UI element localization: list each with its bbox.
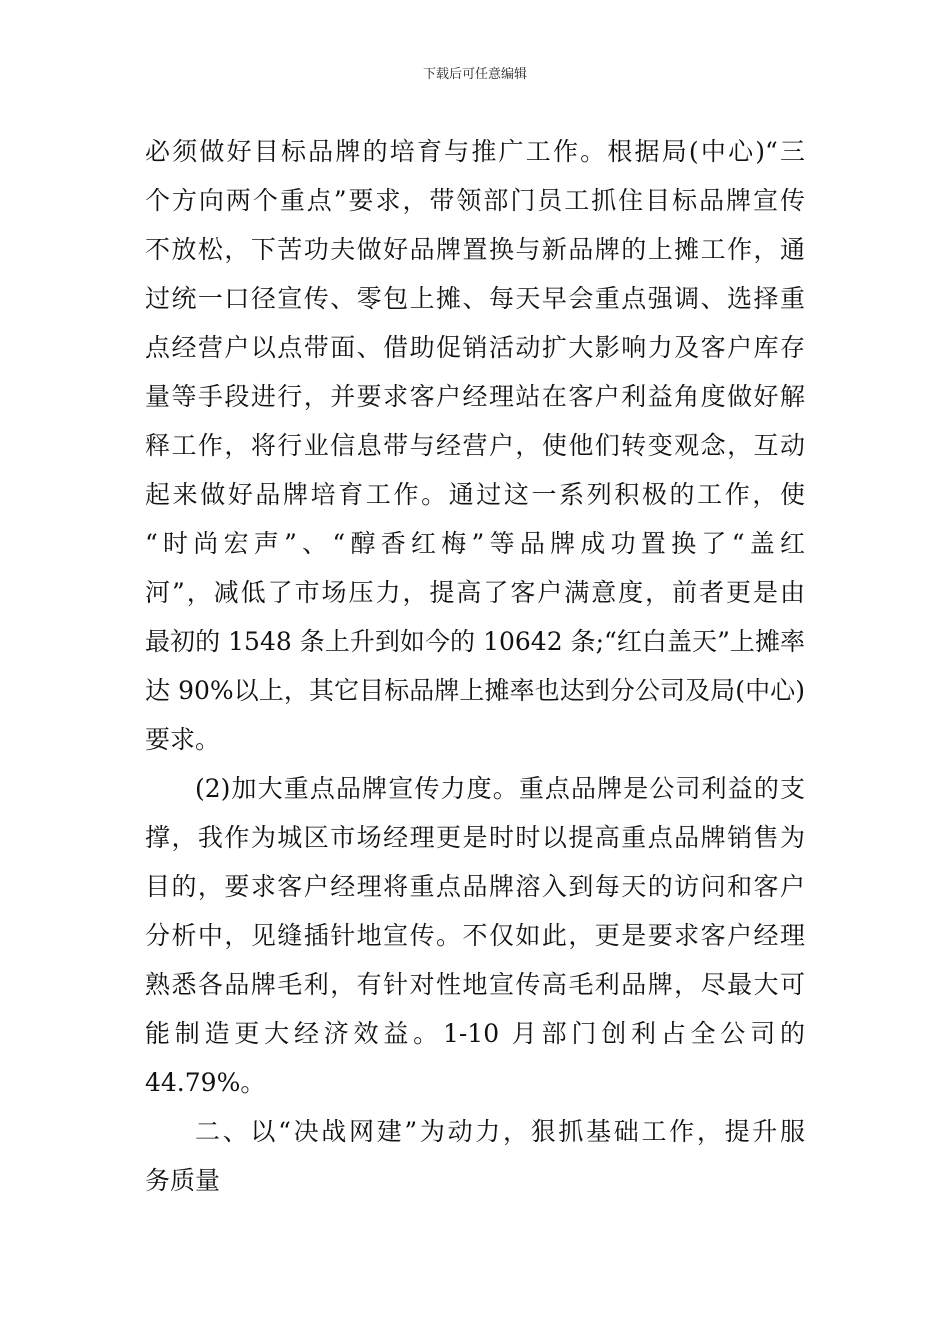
paragraph-start-line: (2)加大重点品牌宣传力度。重点品牌是公司利益的支 <box>195 774 805 803</box>
text-line: 目的，要求客户经理将重点品牌溶入到每天的访问和客户 <box>145 872 805 901</box>
text-line: 过统一口径宣传、零包上摊、每天早会重点强调、选择重 <box>145 284 805 313</box>
text-line: 熟悉各品牌毛利，有针对性地宣传高毛利品牌，尽最大可 <box>145 970 805 999</box>
text-line: 量等手段进行，并要求客户经理站在客户利益角度做好解 <box>145 382 805 411</box>
text-line: 释工作，将行业信息带与经营户，使他们转变观念，互动 <box>145 431 805 460</box>
text-line: 能制造更大经济效益。1-10 月部门创利占全公司的 <box>145 1019 805 1048</box>
text-line: 要求。 <box>145 725 221 754</box>
text-line: 44.79%。 <box>145 1068 266 1097</box>
section-heading-line: 二、以“决战网建”为动力，狠抓基础工作，提升服 <box>195 1117 805 1146</box>
text-line: 达 90%以上，其它目标品牌上摊率也达到分公司及局(中心) <box>145 676 805 705</box>
text-line: 最初的 1548 条上升到如今的 10642 条;“红白盖天”上摊率 <box>145 627 805 656</box>
text-line: 个方向两个重点”要求，带领部门员工抓住目标品牌宣传 <box>145 186 805 215</box>
page-header: 下载后可任意编辑 <box>422 67 527 82</box>
section-heading-line: 务质量 <box>145 1166 221 1195</box>
text-line: 撑，我作为城区市场经理更是时时以提高重点品牌销售为 <box>145 823 805 852</box>
text-line: “时尚宏声”、“醇香红梅”等品牌成功置换了“盖红 <box>145 529 805 558</box>
text-line: 不放松，下苦功夫做好品牌置换与新品牌的上摊工作，通 <box>145 235 805 264</box>
text-line: 分析中，见缝插针地宣传。不仅如此，更是要求客户经理 <box>145 921 805 950</box>
text-line: 必须做好目标品牌的培育与推广工作。根据局(中心)“三 <box>145 137 805 166</box>
text-line: 点经营户以点带面、借助促销活动扩大影响力及客户库存 <box>145 333 805 362</box>
text-line: 起来做好品牌培育工作。通过这一系列积极的工作，使 <box>145 480 805 509</box>
text-line: 河”，减低了市场压力，提高了客户满意度，前者更是由 <box>145 578 805 607</box>
